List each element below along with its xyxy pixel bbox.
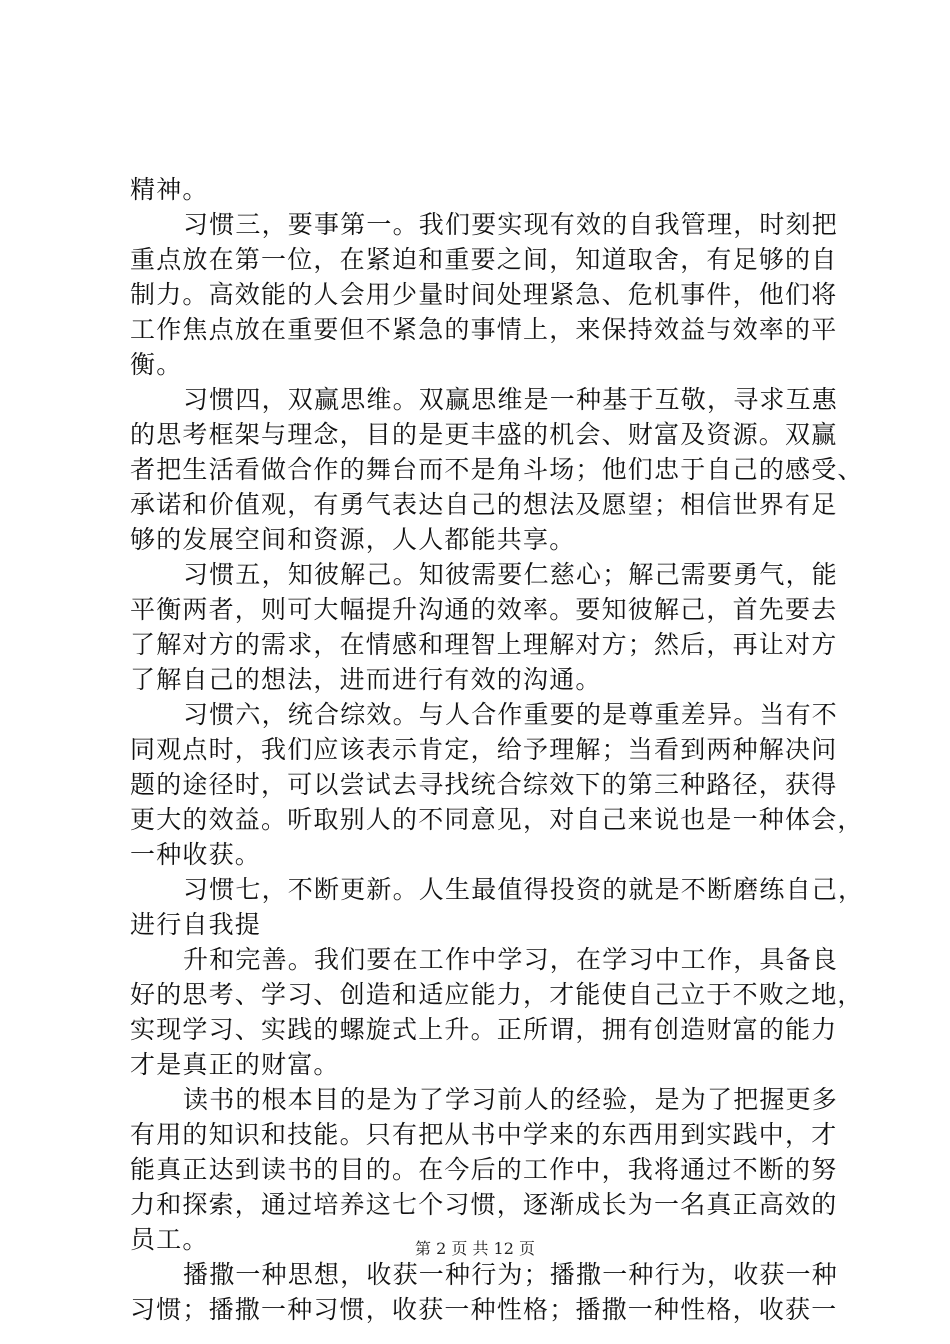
text-line: 升和完善。我们要在工作中学习，在学习中工作，具备良 (183, 945, 839, 974)
text-line: 重点放在第一位，在紧迫和重要之间，知道取舍，有足够的自 (130, 245, 838, 274)
text-line: 精神。 (130, 175, 209, 204)
text-line: 题的途径时，可以尝试去寻找统合综效下的第三种路径，获得 (130, 770, 838, 799)
text-line: 能真正达到读书的目的。在今后的工作中，我将通过不断的努 (130, 1155, 838, 1184)
text-line: 了解对方的需求，在情感和理智上理解对方；然后，再让对方 (130, 630, 838, 659)
text-line: 的思考框架与理念，目的是更丰盛的机会、财富及资源。双赢 (130, 420, 838, 449)
paragraph-start-sow: 播撒一种思想，收获一种行为；播撒一种行为，收获一种 (183, 1260, 839, 1289)
text-line: 一种收获。 (130, 840, 262, 869)
page-number-footer: 第 2 页 共 12 页 (415, 1239, 535, 1258)
text-line: 衡。 (130, 350, 183, 379)
text-line: 了解自己的想法，进而进行有效的沟通。 (130, 665, 602, 694)
text-line: 力和探索，通过培养这七个习惯，逐渐成长为一名真正高效的 (130, 1190, 838, 1219)
text-line: 制力。高效能的人会用少量时间处理紧急、危机事件，他们将 (130, 280, 838, 309)
text-line: 才是真正的财富。 (130, 1050, 340, 1079)
text-line: 够的发展空间和资源，人人都能共享。 (130, 525, 576, 554)
text-line: 工作焦点放在重要但不紧急的事情上，来保持效益与效率的平 (130, 315, 838, 344)
paragraph-start-habit-three: 习惯三，要事第一。我们要实现有效的自我管理，时刻把 (183, 210, 839, 239)
paragraph-start-habit-seven: 习惯七，不断更新。人生最值得投资的就是不断磨练自己， (183, 875, 865, 904)
text-line: 进行自我提 (130, 910, 262, 939)
paragraph-start-habit-five: 习惯五，知彼解己。知彼需要仁慈心；解己需要勇气，能 (183, 560, 839, 589)
text-line: 承诺和价值观，有勇气表达自己的想法及愿望；相信世界有足 (130, 490, 838, 519)
paragraph-start-reading: 读书的根本目的是为了学习前人的经验，是为了把握更多 (183, 1085, 839, 1114)
text-line: 者把生活看做合作的舞台而不是角斗场；他们忠于自己的感受、 (130, 455, 864, 484)
text-line: 实现学习、实践的螺旋式上升。正所谓，拥有创造财富的能力 (130, 1015, 838, 1044)
text-line: 员工。 (130, 1225, 209, 1254)
text-line: 同观点时，我们应该表示肯定，给予理解；当看到两种解决问 (130, 735, 838, 764)
text-line: 有用的知识和技能。只有把从书中学来的东西用到实践中，才 (130, 1120, 838, 1149)
text-line: 习惯；播撒一种习惯，收获一种性格；播撒一种性格，收获一 (130, 1295, 838, 1324)
text-line: 好的思考、学习、创造和适应能力，才能使自己立于不败之地， (130, 980, 864, 1009)
text-line: 更大的效益。听取别人的不同意见，对自己来说也是一种体会， (130, 805, 864, 834)
paragraph-start-habit-four: 习惯四，双赢思维。双赢思维是一种基于互敬，寻求互惠 (183, 385, 839, 414)
paragraph-start-habit-six: 习惯六，统合综效。与人合作重要的是尊重差异。当有不 (183, 700, 839, 729)
text-line: 平衡两者，则可大幅提升沟通的效率。要知彼解己，首先要去 (130, 595, 838, 624)
